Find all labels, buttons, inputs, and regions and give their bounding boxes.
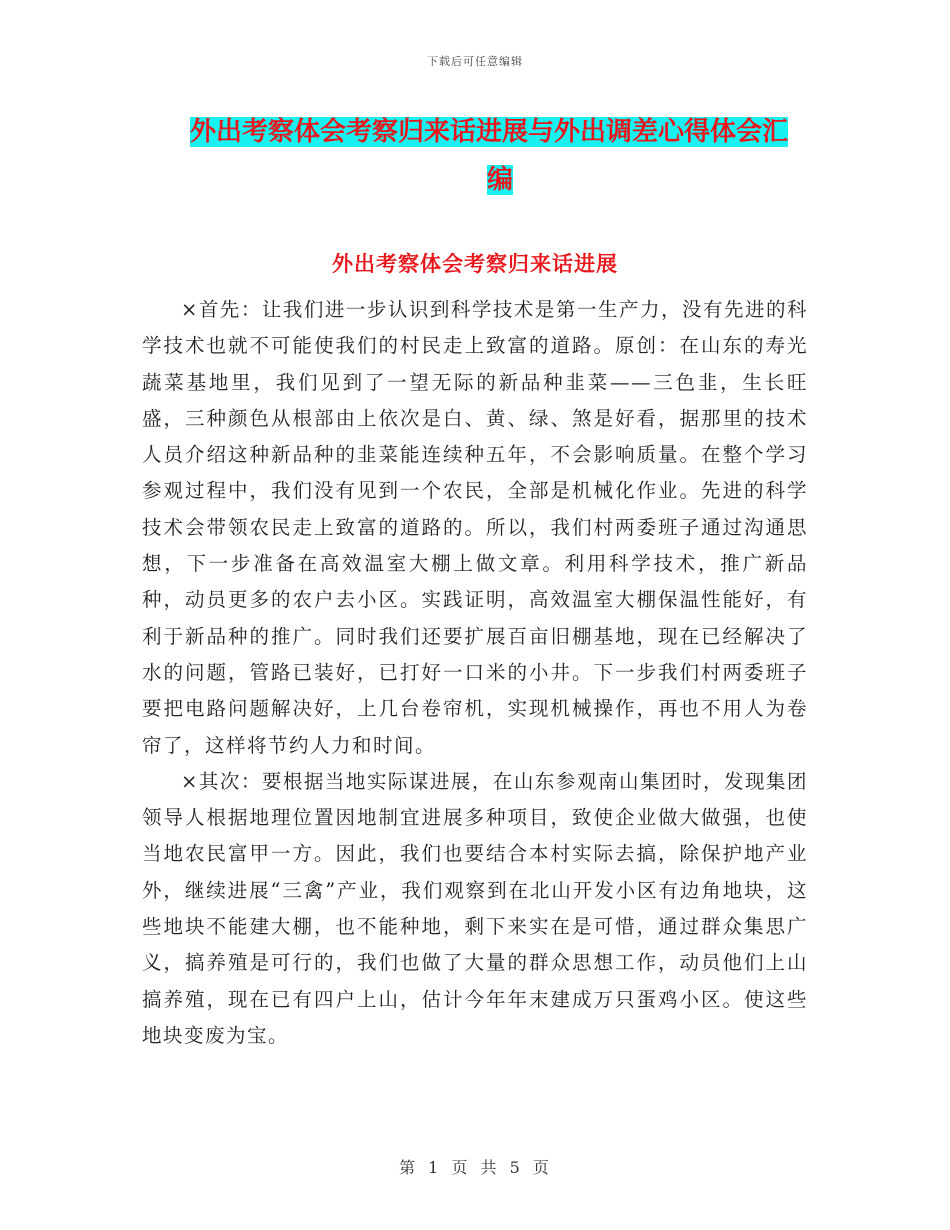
section-title: 外出考察体会考察归来话进展: [332, 251, 618, 276]
header-note: 下载后可任意编辑: [427, 55, 523, 68]
page-number: 第 1 页 共 5 页: [399, 1158, 551, 1177]
paragraph: ×其次：要根据当地实际谋进展，在山东参观南山集团时，发现集团领导人根据地理位置因地制宜进展多种项目，致使企业做大做强，也使当地农民富甲一方。因此，我们也要结合本村实际去搞，除保护地产业外，继续进展“三禽”产业，我们观察到在北山开发小区有边角地块，这些地块不能建大棚，也不能种地，剩下来实在是可惜，通过群众集思广义，搞养殖是可行的，我们也做了大量的群众思想工作，动员他们上山搞养殖，现在已有四户上山，估计今年年末建成万只蛋鸡小区。使这些地块变废为宝。: [142, 769, 808, 1047]
title-line-2: 编: [486, 165, 513, 195]
document-body: [142, 292, 808, 1054]
document-title: [190, 108, 810, 204]
paragraph: ×首先：让我们进一步认识到科学技术是第一生产力，没有先进的科学技术也就不可能使我们的村民走上致富的道路。原创：在山东的寿光蔬菜基地里，我们见到了一望无际的新品种韭菜——三色韭，生长旺盛，三种颜色从根部由上依次是白、黄、绿、煞是好看，据那里的技术人员介绍这种新品种的韭菜能连续种五年，不会影响质量。在整个学习参观过程中，我们没有见到一个农民，全部是机械化作业。先进的科学技术会带领农民走上致富的道路的。所以，我们村两委班子通过沟通思想，下一步准备在高效温室大棚上做文章。利用科学技术，推广新品种，动员更多的农户去小区。实践证明，高效温室大棚保温性能好，有利于新品种的推广。同时我们还要扩展百亩旧棚基地，现在已经解决了水的问题，管路已装好，已打好一口米的小井。下一步我们村两委班子要把电路问题解决好，上几台卷帘机，实现机械操作，再也不用人为卷帘了，这样将节约人力和时间。: [142, 298, 808, 757]
title-line-1: 外出考察体会考察归来话进展与外出调差心得体会汇: [190, 117, 789, 147]
